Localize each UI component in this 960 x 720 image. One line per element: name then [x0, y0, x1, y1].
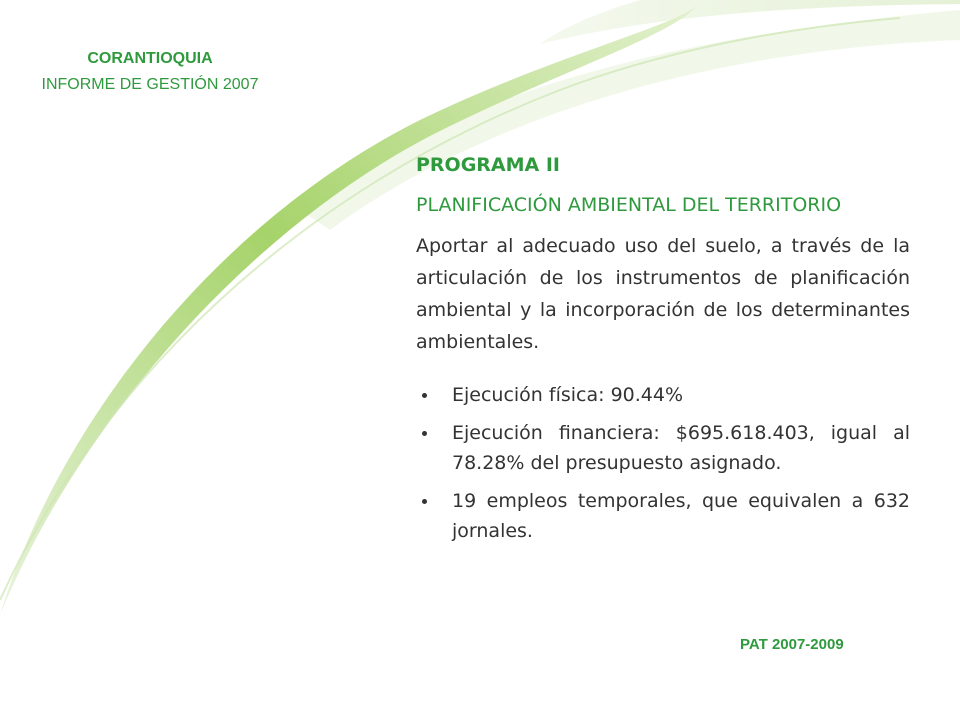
footer-label: PAT 2007-2009: [740, 636, 844, 653]
program-content: [416, 150, 910, 554]
bullet-icon: [422, 393, 427, 398]
program-objective: Aportar al adecuado uso del suelo, a través de la articulación de los instrumentos de planificación ambiental y la incorporación de los determinantes ambientales.: [416, 235, 910, 353]
report-header: [0, 46, 300, 98]
list-item-text: Ejecución financiera: $695.618.403, igual al 78.28% del presupuesto asignado.: [452, 422, 910, 474]
results-list: [416, 380, 910, 546]
report-title: INFORME DE GESTIÓN 2007: [41, 76, 259, 93]
program-subtitle: PLANIFICACIÓN AMBIENTAL DEL TERRITORIO: [416, 194, 842, 216]
bullet-icon: [422, 499, 427, 504]
list-item: [416, 380, 910, 410]
organization-name: CORANTIOQUIA: [87, 50, 213, 67]
bullet-icon: [422, 431, 427, 436]
program-title: PROGRAMA II: [416, 154, 561, 176]
list-item: [416, 418, 910, 478]
list-item-text: 19 empleos temporales, que equivalen a 632 jornales.: [452, 490, 910, 542]
list-item-text: Ejecución física: 90.44%: [452, 384, 684, 406]
list-item: [416, 486, 910, 546]
